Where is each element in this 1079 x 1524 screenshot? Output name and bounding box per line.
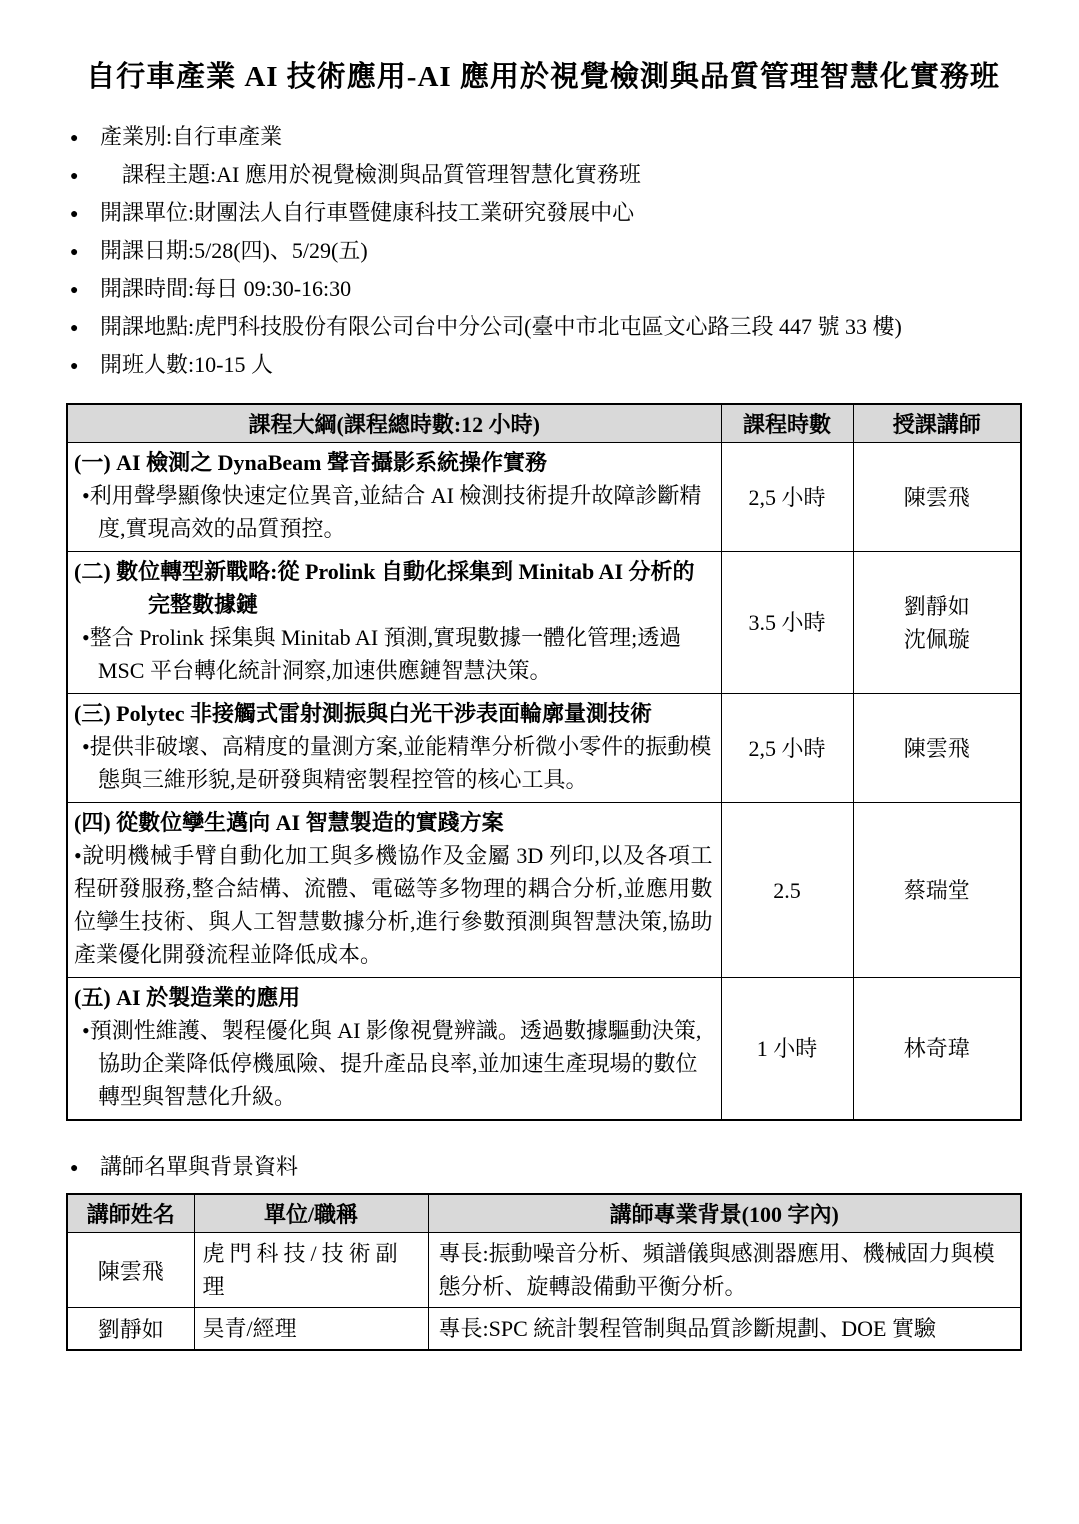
bullet-icon: ● <box>70 359 79 374</box>
lecturer-background-cell: 專長:SPC 統計製程管制與品質診斷規劃、DOE 實驗 <box>428 1308 1021 1351</box>
bullet-icon: ● <box>70 207 79 222</box>
header-lecturer-background: 講師專業背景(100 字內) <box>428 1194 1021 1233</box>
header-course-hours: 課程時數 <box>721 404 853 443</box>
lecturer-section-heading <box>70 1155 1020 1181</box>
lecturer-table-header-row <box>67 1194 1021 1233</box>
course-title: (三) Polytec 非接觸式雷射測振與白光干涉表面輪廓量測技術 <box>74 701 653 726</box>
course-row-4 <box>67 803 1021 978</box>
lecturer-background-cell: 專長:振動噪音分析、頻譜儀與感測器應用、機械固力與模態分析、旋轉設備動平衡分析。 <box>428 1233 1021 1308</box>
info-item-location <box>70 315 1020 341</box>
course-row-3 <box>67 694 1021 803</box>
course-title: (二) 數位轉型新戰略:從 Prolink 自動化採集到 Minitab AI 分析的完整數據鏈 <box>74 559 695 617</box>
info-item-text: 開課地點:虎門科技股份有限公司台中分公司(臺中市北屯區文心路三段 447 號 33 樓) <box>100 314 902 339</box>
header-lecturer-unit: 單位/職稱 <box>194 1194 428 1233</box>
info-item-organizer <box>70 201 1020 227</box>
lecturer-unit-cell: 虎門科技/技術副理 <box>194 1233 428 1308</box>
course-row-2 <box>67 552 1021 694</box>
course-hours-cell: 1 小時 <box>721 978 853 1121</box>
header-lecturer-name: 講師姓名 <box>67 1194 194 1233</box>
course-hours-cell: 2,5 小時 <box>721 694 853 803</box>
course-instructor-cell <box>853 803 1021 978</box>
bullet-icon: ● <box>70 283 79 298</box>
info-item-text: 開課時間:每日 09:30-16:30 <box>100 276 352 301</box>
info-item-class-size <box>70 353 1020 379</box>
course-hours-cell: 2.5 <box>721 803 853 978</box>
lecturer-unit-cell: 昊青/經理 <box>194 1308 428 1351</box>
info-item-text: 開班人數:10-15 人 <box>100 352 273 377</box>
course-outline-cell <box>67 803 721 978</box>
bullet-icon: ● <box>70 321 79 336</box>
lecturer-row-2 <box>67 1308 1021 1351</box>
lecturer-table <box>66 1193 1022 1351</box>
instructor-name: 沈佩璇 <box>903 626 970 652</box>
course-instructor-cell <box>853 552 1021 694</box>
course-table-header-row <box>67 404 1021 443</box>
info-item-text: 產業別:自行車產業 <box>100 124 283 149</box>
info-item-time <box>70 277 1020 303</box>
course-outline-cell <box>67 552 721 694</box>
course-outline-cell <box>67 443 721 552</box>
info-item-text: 開課單位:財團法人自行車暨健康科技工業研究發展中心 <box>100 200 635 225</box>
course-description: •利用聲學顯像快速定位異音,並結合 AI 檢測技術提升故障診斷精度,實現高效的品質預控。 <box>82 483 702 541</box>
course-description: •提供非破壞、高精度的量測方案,並能精準分析微小零件的振動模態與三維形貌,是研發與精密製程控管的核心工具。 <box>82 734 712 792</box>
course-info-list <box>66 125 1020 379</box>
info-item-dates <box>70 239 1020 265</box>
course-description: •說明機械手臂自動化加工與多機協作及金屬 3D 列印,以及各項工程研發服務,整合結構、流體、電磁等多物理的耦合分析,並應用數位孿生技術、與人工智慧數據分析,進行參數預測與智慧決策,協助產業優化開發流程並降低成本。 <box>74 843 713 967</box>
info-item-text: 開課日期:5/28(四)、5/29(五) <box>100 238 368 263</box>
header-course-instructor: 授課講師 <box>853 404 1021 443</box>
bullet-icon: ● <box>70 1161 79 1176</box>
course-row-1 <box>67 443 1021 552</box>
instructor-name: 陳雲飛 <box>903 484 970 510</box>
course-outline-table <box>66 403 1022 1121</box>
bullet-icon: ● <box>70 131 79 146</box>
course-instructor-cell <box>853 978 1021 1121</box>
instructor-name: 蔡瑞堂 <box>903 877 970 903</box>
header-course-outline: 課程大綱(課程總時數:12 小時) <box>67 404 721 443</box>
course-title: (五) AI 於製造業的應用 <box>74 985 301 1010</box>
bullet-icon: ● <box>70 245 79 260</box>
page-title: 自行車產業 AI 技術應用-AI 應用於視覺檢測與品質管理智慧化實務班 <box>86 61 1000 93</box>
lecturer-section-label: 講師名單與背景資料 <box>100 1154 299 1179</box>
lecturer-row-1 <box>67 1233 1021 1308</box>
lecturer-name-cell: 陳雲飛 <box>67 1233 194 1308</box>
course-outline-cell <box>67 694 721 803</box>
info-item-industry <box>70 125 1020 151</box>
course-instructor-cell <box>853 694 1021 803</box>
course-title: (四) 從數位孿生邁向 AI 智慧製造的實踐方案 <box>74 810 504 835</box>
lecturer-name-cell: 劉靜如 <box>67 1308 194 1351</box>
course-description: •整合 Prolink 採集與 Minitab AI 預測,實現數據一體化管理;透過 MSC 平台轉化統計洞察,加速供應鏈智慧決策。 <box>82 625 682 683</box>
course-outline-cell <box>67 978 721 1121</box>
course-hours-cell: 2,5 小時 <box>721 443 853 552</box>
course-title: (一) AI 檢測之 DynaBeam 聲音攝影系統操作實務 <box>74 450 547 475</box>
course-hours-cell: 3.5 小時 <box>721 552 853 694</box>
course-instructor-cell <box>853 443 1021 552</box>
instructor-name: 陳雲飛 <box>903 735 970 761</box>
course-row-5 <box>67 978 1021 1121</box>
info-item-text: 課程主題:AI 應用於視覺檢測與品質管理智慧化實務班 <box>100 162 641 187</box>
bullet-icon: ● <box>70 169 79 184</box>
course-description: •預測性維護、製程優化與 AI 影像視覺辨識。透過數據驅動決策,協助企業降低停機風險、提升產品良率,並加速生產現場的數位轉型與智慧化升級。 <box>82 1018 702 1109</box>
instructor-name: 林奇瑋 <box>903 1036 970 1061</box>
instructor-name: 劉靜如 <box>903 593 970 619</box>
info-item-topic <box>70 163 1020 189</box>
